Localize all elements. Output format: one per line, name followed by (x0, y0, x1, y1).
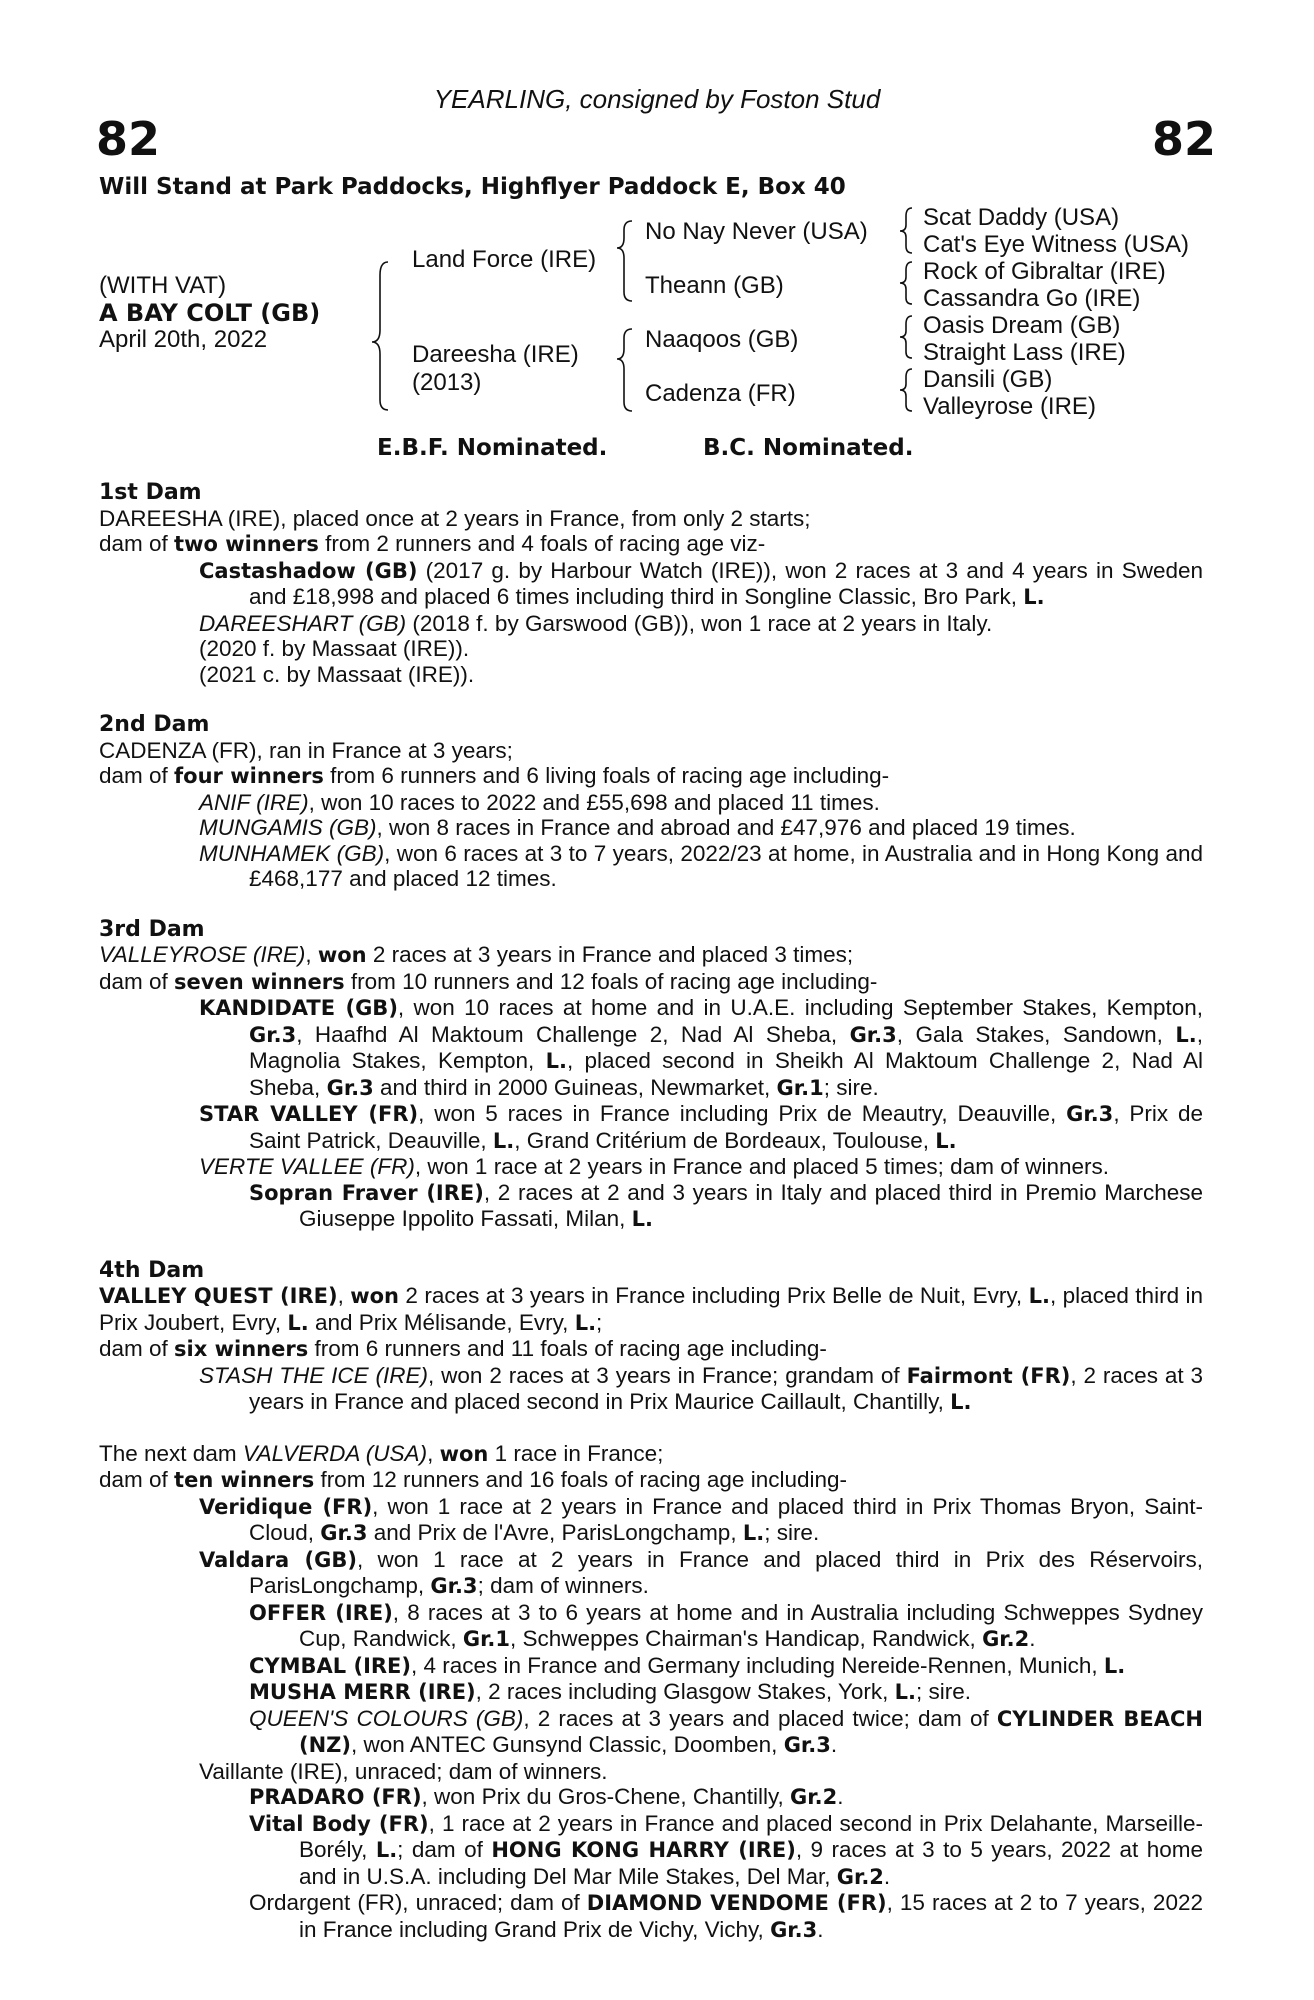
bold-text: two winners (174, 532, 319, 556)
entry-text: ; sire. (915, 1679, 971, 1704)
entry-text: , Grand Critérium de Bordeaux, Toulouse, (514, 1127, 936, 1153)
section-heading: 4th Dam (99, 1257, 205, 1283)
entry-text: ; sire. (764, 1520, 820, 1545)
pedigree-entry (99, 1890, 1203, 1943)
pedigree-entry (99, 1600, 1203, 1653)
bracket-sd (900, 262, 912, 304)
entry-text: , won 5 races in France including Prix de Meautry, Deauville, (418, 1101, 1067, 1126)
bold-text: KANDIDATE (GB) (199, 996, 398, 1020)
entry-text: , (337, 1283, 351, 1308)
italic-text: QUEEN'S COLOURS (GB) (249, 1705, 524, 1731)
entry-text: . (830, 1732, 838, 1757)
pedigree-entry (99, 841, 1203, 892)
entry-text: and Prix Mélisande, Evry, (308, 1309, 575, 1335)
entry-text: The next dam (99, 1440, 243, 1466)
section-heading: 2nd Dam (99, 712, 210, 737)
italic-text: VALLEYROSE (IRE) (99, 942, 306, 967)
pedigree-entry (99, 738, 1203, 764)
entry-text: dam of (99, 763, 175, 788)
bold-text: seven winners (174, 969, 345, 994)
pedigree-entry (99, 506, 1203, 532)
dam-section (99, 917, 1203, 1233)
dam-sire: Naaqoos (GB) (645, 326, 799, 353)
bold-text: four winners (174, 764, 324, 788)
bold-text: DIAMOND VENDOME (FR) (586, 1891, 887, 1915)
entry-text: , won 10 races to 2022 and £55,698 and placed 11 times. (308, 789, 880, 815)
great-grandparent-6: Straight Lass (IRE) (923, 339, 1126, 366)
entry-text: . (817, 1916, 824, 1942)
bold-text: CYLINDER BEACH (NZ) (299, 1706, 1203, 1757)
entry-text: 2 races at 3 years in France including Prix Belle de Nuit, Evry, (399, 1283, 1029, 1308)
bold-text: CYMBAL (IRE) (249, 1653, 411, 1678)
entry-text: , Prix de Saint Patrick, Deauville, (249, 1101, 1203, 1153)
entry-text: ; dam of winners. (477, 1573, 649, 1598)
pedigree-entry (99, 1154, 1203, 1180)
entry-text: (2017 g. by Harbour Watch (IRE)), won 2 races at 3 and 4 years in Sweden and £18,998 and placed 6 times including third in Songline Classic, Bro Park, (249, 557, 1203, 609)
pedigree-entry (99, 662, 1203, 688)
pedigree-entry (99, 1759, 1203, 1785)
entry-text: Vaillante (IRE), unraced; dam of winners. (199, 1758, 608, 1784)
bold-text: L. (742, 1521, 765, 1545)
entry-text: dam of (99, 1336, 175, 1361)
entry-text: , won 1 race at 2 years in France and placed third in Prix des Réservoirs, ParisLongchamp, (249, 1546, 1203, 1598)
pedigree-entry (99, 1283, 1203, 1336)
bold-text: Fairmont (FR) (906, 1363, 1071, 1388)
bold-text: Castashadow (GB) (199, 558, 418, 583)
dam-section (99, 1441, 1203, 1944)
great-grandparent-1: Scat Daddy (USA) (923, 204, 1120, 231)
bc-nomination: B.C. Nominated. (703, 435, 914, 461)
bold-text: Vital Body (FR) (249, 1811, 429, 1836)
entry-text: from 6 runners and 6 living foals of racing age including- (323, 763, 890, 788)
entry-text: and Prix de l'Avre, ParisLongchamp, (367, 1520, 743, 1545)
entry-text: , 4 races in France and Germany including Nereide-Rennen, Munich, (411, 1652, 1104, 1678)
entry-text: ; (596, 1309, 603, 1335)
entry-text: (2020 f. by Massaat (IRE)). (199, 636, 470, 661)
pedigree-entry (99, 1363, 1203, 1416)
entry-text: from 10 runners and 12 foals of racing age including- (344, 968, 878, 994)
italic-text: MUNHAMEK (GB) (199, 840, 385, 866)
entry-text: , 8 races at 3 to 6 years at home and in Australia including Schweppes Sydney Cup, Randwick, (299, 1599, 1203, 1651)
entry-text: from 6 runners and 11 foals of racing age including- (308, 1336, 827, 1361)
entry-text: ; dam of (397, 1837, 492, 1862)
entry-text: 1 race in France; (488, 1440, 664, 1466)
pedigree-entry (99, 790, 1203, 816)
pedigree-entry (99, 558, 1203, 611)
entry-text: , won 8 races in France and abroad and £47,976 and placed 19 times. (376, 815, 1076, 840)
bold-text: Gr.1 (776, 1075, 824, 1100)
great-grandparent-4: Cassandra Go (IRE) (923, 285, 1141, 312)
pedigree-entry (99, 636, 1203, 662)
bracket-sire (617, 221, 632, 301)
entry-text: , Haafhd Al Maktoum Challenge 2, Nad Al Sheba, (296, 1021, 850, 1047)
lot-number-left: 82 (96, 112, 161, 166)
entry-text: , (305, 942, 318, 967)
entry-text: Ordargent (FR), unraced; dam of (249, 1890, 587, 1915)
dam-section (99, 480, 1203, 687)
pedigree-entry (99, 942, 1203, 969)
bold-text: ten winners (174, 1468, 315, 1492)
section-heading: 1st Dam (99, 480, 202, 505)
pedigree-entry (99, 1547, 1203, 1600)
entry-text: , 2 races at 2 and 3 years in Italy and placed third in Premio Marchese Giuseppe Ippolito Fassati, Milan, (299, 1179, 1203, 1231)
dam-dam: Cadenza (FR) (645, 380, 796, 407)
entry-text: , Schweppes Chairman's Handicap, Randwick, (510, 1626, 983, 1651)
entry-text: from 2 runners and 4 foals of racing age viz- (318, 531, 766, 556)
entry-text: , 2 races at 3 years and placed twice; dam of (523, 1705, 997, 1731)
foaling-date: April 20th, 2022 (99, 326, 268, 353)
entry-text: , won 10 races at home and in U.A.E. including September Stakes, Kempton, (397, 995, 1203, 1020)
entry-text: , won ANTEC Gunsynd Classic, Doomben, (351, 1732, 784, 1757)
consignment-line: YEARLING, consigned by Foston Stud (433, 84, 881, 114)
bold-text: L. (375, 1838, 398, 1862)
pedigree-entry (99, 1336, 1203, 1363)
entry-text: , won 1 race at 2 years in France and placed 5 times; dam of winners. (414, 1154, 1110, 1179)
bold-text: OFFER (IRE) (249, 1600, 393, 1625)
bold-text: L. (492, 1128, 515, 1153)
pedigree-entry (99, 1679, 1203, 1706)
entry-text: (2018 f. by Garswood (GB)), won 1 race at 2 years in Italy. (406, 610, 993, 636)
entry-text: . (1029, 1626, 1036, 1651)
entry-text: and third in 2000 Guineas, Newmarket, (373, 1074, 777, 1100)
bold-text: L. (631, 1207, 654, 1231)
section-heading: 3rd Dam (99, 916, 205, 942)
bold-text: Gr.3 (430, 1574, 478, 1598)
bold-text: Gr.2 (790, 1785, 838, 1809)
bold-text: six winners (174, 1337, 309, 1361)
pedigree-entry (99, 1653, 1203, 1680)
pedigree-entry (99, 1180, 1203, 1233)
sire-sire: No Nay Never (USA) (645, 218, 868, 245)
entry-text: , (427, 1440, 440, 1466)
bold-text: Gr.1 (462, 1627, 511, 1651)
bold-text: L. (894, 1680, 916, 1704)
bold-text: L. (950, 1390, 972, 1414)
bold-text: won (350, 1284, 400, 1308)
entry-text: 2 races at 3 years in France and placed 3 times; (366, 942, 854, 967)
location-line: Will Stand at Park Paddocks, Highflyer Paddock E, Box 40 (99, 174, 846, 200)
bold-text: Gr.3 (320, 1521, 368, 1545)
bold-text: L. (935, 1128, 957, 1153)
entry-text: (2021 c. by Massaat (IRE)). (199, 661, 475, 687)
entry-text: , 2 races including Glasgow Stakes, York, (475, 1679, 895, 1704)
entry-text: ; sire. (823, 1074, 879, 1100)
bold-text: won (317, 943, 367, 967)
entry-text: CADENZA (FR), ran in France at 3 years; (99, 737, 513, 763)
italic-text: VALVERDA (USA) (242, 1440, 428, 1466)
entry-text: , 1 race at 2 years in France and placed second in Prix Delahante, Marseille-Borély, (299, 1810, 1203, 1862)
entry-text: , won 1 race at 2 years in France and placed third in Prix Thomas Bryon, Saint-Cloud, (249, 1493, 1203, 1545)
pedigree-entry (99, 1101, 1203, 1154)
sire-name: Land Force (IRE) (412, 246, 597, 273)
italic-text: STASH THE ICE (IRE) (199, 1362, 429, 1388)
bold-text: L. (545, 1049, 567, 1073)
bold-text: Gr.2 (836, 1864, 884, 1889)
horse-name: A BAY COLT (GB) (99, 299, 321, 327)
bold-text: Sopran Fraver (IRE) (249, 1180, 484, 1205)
bracket-dam (617, 329, 632, 411)
pedigree-entry (99, 1494, 1203, 1547)
bold-text: MUSHA MERR (IRE) (249, 1680, 476, 1704)
italic-text: ANIF (IRE) (199, 789, 309, 815)
dam-section (99, 1258, 1203, 1416)
pedigree-entry (99, 1441, 1203, 1468)
pedigree-entry (99, 815, 1203, 841)
entry-text: , placed second in Sheikh Al Maktoum Challenge 2, Nad Al Sheba, (249, 1048, 1203, 1100)
pedigree-entry (99, 1811, 1203, 1891)
dam-section (99, 712, 1203, 892)
bold-text: L. (287, 1310, 309, 1335)
pedigree-entry (99, 531, 1203, 558)
bold-text: L. (1028, 1284, 1050, 1308)
italic-text: DAREESHART (GB) (199, 610, 407, 636)
bracket-ss (900, 208, 912, 253)
lot-number-right: 82 (1151, 112, 1216, 166)
bold-text: HONG KONG HARRY (IRE) (491, 1838, 796, 1862)
bold-text: Gr.3 (249, 1022, 297, 1047)
great-grandparent-3: Rock of Gibraltar (IRE) (923, 258, 1166, 285)
italic-text: MUNGAMIS (GB) (199, 815, 377, 840)
entry-text: dam of (99, 531, 175, 556)
bold-text: Gr.2 (982, 1627, 1030, 1651)
bold-text: Gr.3 (1066, 1102, 1114, 1126)
bold-text: Gr.3 (770, 1917, 818, 1942)
entry-text: , won Prix du Gros-Chene, Chantilly, (421, 1784, 791, 1809)
bold-text: PRADARO (FR) (249, 1785, 422, 1809)
bold-text: STAR VALLEY (FR) (199, 1102, 419, 1126)
entry-text: , won 6 races at 3 to 7 years, 2022/23 at home, in Australia and in Hong Kong and £468,177 and placed 12 times. (249, 840, 1204, 891)
bold-text: L. (1103, 1653, 1126, 1678)
entry-text: DAREESHA (IRE), placed once at 2 years in France, from only 2 starts; (99, 505, 811, 531)
bold-text: L. (1023, 585, 1045, 609)
bold-text: L. (1175, 1022, 1197, 1047)
bracket-dd (900, 369, 912, 411)
great-grandparent-5: Oasis Dream (GB) (923, 312, 1121, 339)
entry-text: from 12 runners and 16 foals of racing age including- (314, 1467, 848, 1492)
entry-text: , Gala Stakes, Sandown, (896, 1021, 1176, 1047)
entry-text: , 9 races at 3 to 5 years, 2022 at home and in U.S.A. including Del Mar Mile Stakes, Del Mar, (299, 1837, 1204, 1889)
pedigree-entry (99, 1706, 1203, 1759)
pedigree-entry (99, 763, 1203, 790)
great-grandparent-8: Valleyrose (IRE) (923, 393, 1096, 420)
pedigree-entry (99, 611, 1203, 637)
sire-dam: Theann (GB) (645, 272, 784, 299)
great-grandparent-2: Cat's Eye Witness (USA) (923, 231, 1189, 258)
entry-text: dam of (99, 1467, 175, 1492)
bold-text: Gr.3 (783, 1733, 831, 1757)
bold-text: won (439, 1441, 489, 1466)
entry-text: , won 2 races at 3 years in France; grandam of (428, 1362, 907, 1388)
great-grandparent-7: Dansili (GB) (923, 366, 1053, 393)
pedigree-entry (99, 1784, 1203, 1811)
pedigree-entry (99, 1467, 1203, 1494)
entry-text: . (837, 1784, 844, 1809)
bold-text: Gr.3 (326, 1075, 374, 1100)
italic-text: VERTE VALLEE (FR) (199, 1154, 415, 1179)
bracket-ds (900, 316, 912, 358)
entry-text: , 15 races at 2 to 7 years, 2022 in France including Grand Prix de Vichy, Vichy, (299, 1890, 1203, 1942)
bracket-horse (372, 262, 388, 410)
bold-text: Gr.3 (849, 1022, 897, 1047)
vat-note: (WITH VAT) (99, 272, 227, 299)
dam-name: Dareesha (IRE) (412, 341, 579, 368)
ebf-nomination: E.B.F. Nominated. (377, 435, 608, 461)
entry-text: , Magnolia Stakes, Kempton, (249, 1021, 1203, 1073)
entry-text: , 2 races at 3 years in France and placed second in Prix Maurice Caillault, Chantilly, (249, 1362, 1204, 1414)
bold-text: Valdara (GB) (199, 1547, 357, 1572)
bold-text: VALLEY QUEST (IRE) (99, 1284, 338, 1308)
family-notes (99, 480, 1203, 1943)
entry-text: , placed third in Prix Joubert, Evry, (99, 1283, 1203, 1335)
entry-text: . (883, 1863, 891, 1889)
bold-text: Veridique (FR) (199, 1494, 373, 1519)
pedigree-entry (99, 995, 1203, 1101)
dam-year: (2013) (412, 369, 482, 396)
entry-text: dam of (99, 968, 175, 994)
pedigree-entry (99, 969, 1203, 996)
bold-text: L. (574, 1310, 597, 1335)
